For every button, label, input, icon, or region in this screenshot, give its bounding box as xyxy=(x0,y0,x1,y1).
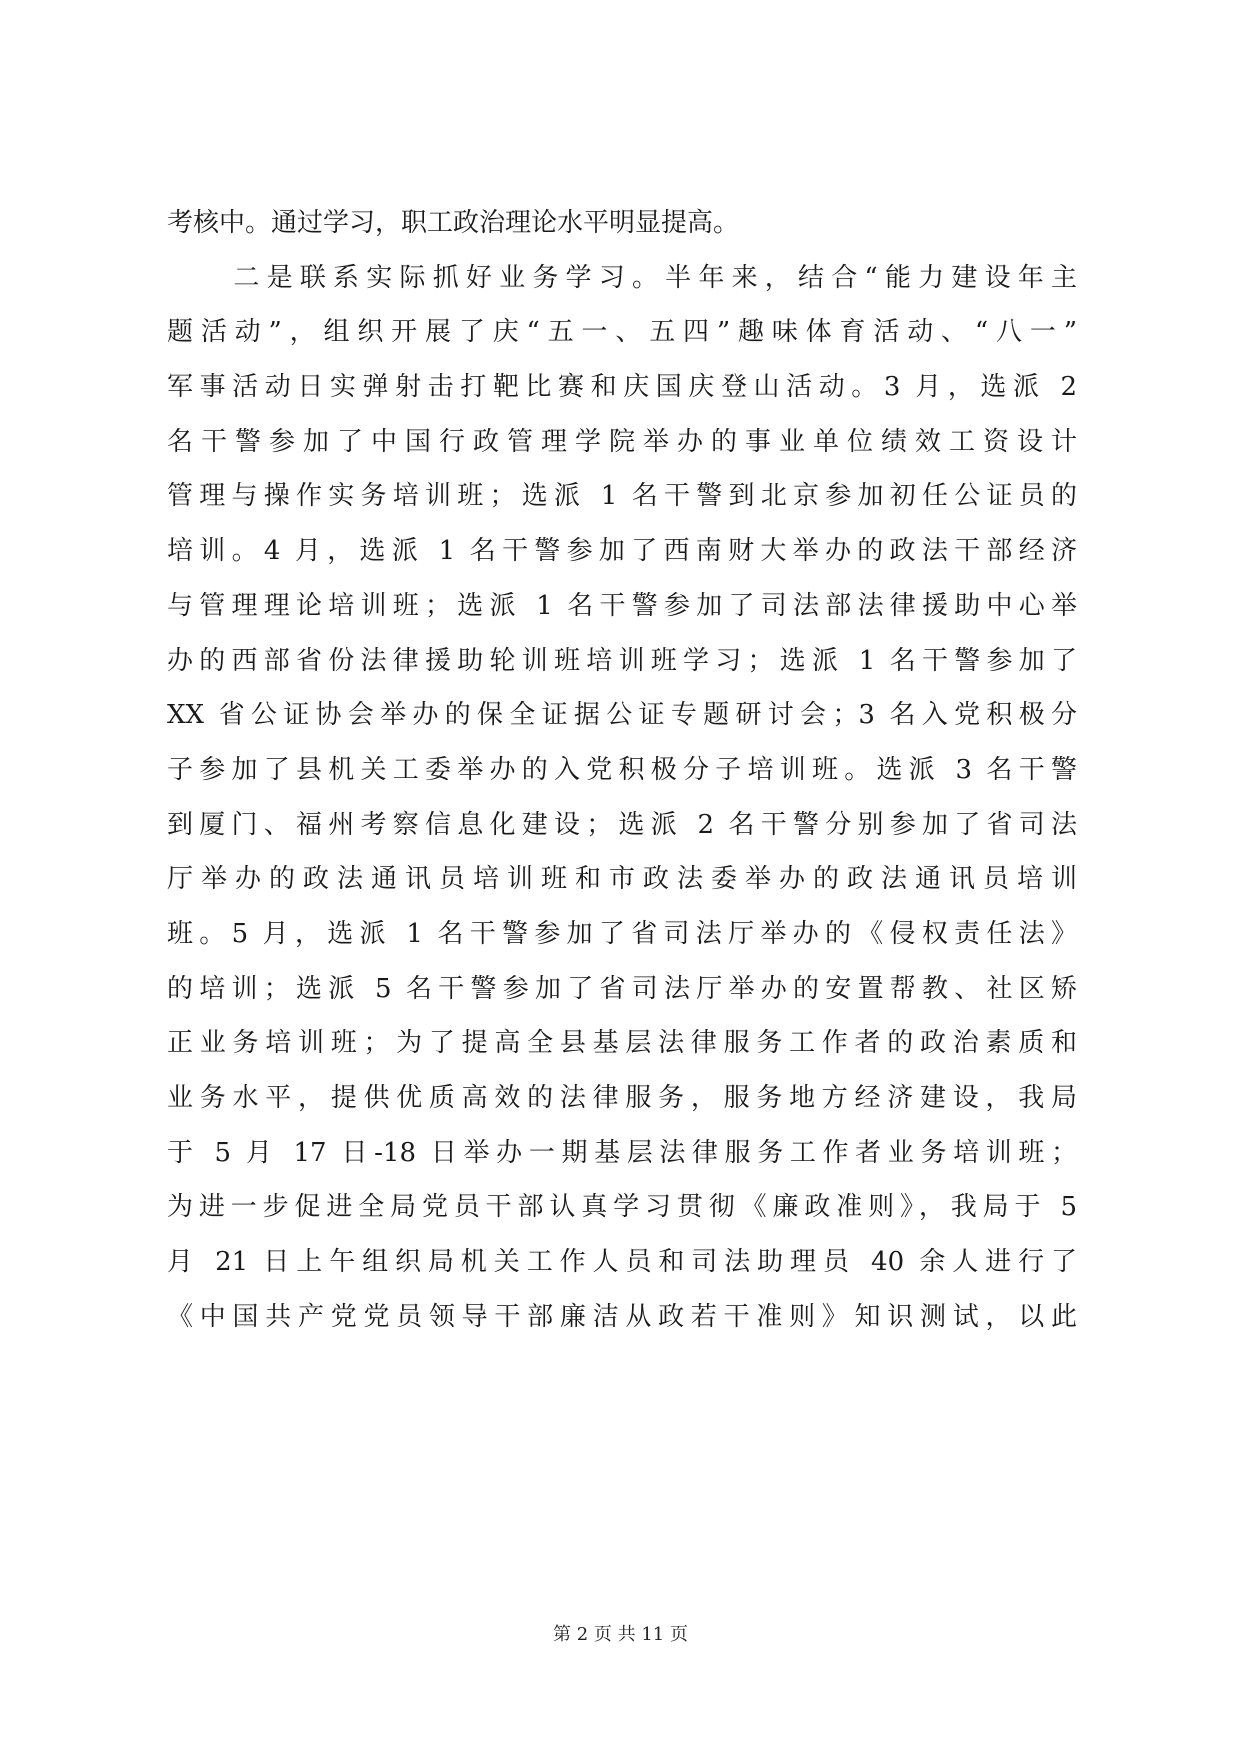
text-line: 子参加了县机关工委举办的入党积极分子培训班。选派 3 名干警 xyxy=(167,754,1077,785)
text-line: 管理与操作实务培训班；选派 1 名干警到北京参加初任公证员的 xyxy=(167,481,1077,512)
text-line: 于 5 月 17 日-18 日举办一期基层法律服务工作者业务培训班； xyxy=(167,1137,1077,1168)
text-line: 办的西部省份法律援助轮训班培训班学习；选派 1 名干警参加了 xyxy=(167,645,1077,676)
text-line: 二是联系实际抓好业务学习。半年来，结合“能力建设年主 xyxy=(167,262,1077,293)
document-body xyxy=(167,196,1077,1344)
text-line: 名干警参加了中国行政管理学院举办的事业单位绩效工资设计 xyxy=(167,426,1077,457)
text-line: 正业务培训班；为了提高全县基层法律服务工作者的政治素质和 xyxy=(167,1028,1077,1059)
text-line: 军事活动日实弹射击打靶比赛和庆国庆登山活动。3 月，选派 2 xyxy=(167,372,1077,403)
text-line: 题活动”，组织开展了庆“五一、五四”趣味体育活动、“八一” xyxy=(167,317,1077,348)
page-number-footer: 第 2 页 共 11 页 xyxy=(553,1624,688,1645)
text-line: 到厦门、福州考察信息化建设；选派 2 名干警分别参加了省司法 xyxy=(167,809,1077,840)
text-line: 业务水平，提供优质高效的法律服务，服务地方经济建设，我局 xyxy=(167,1083,1077,1113)
text-line: 《中国共产党党员领导干部廉洁从政若干准则》知识测试，以此 xyxy=(167,1301,1077,1332)
text-line: 的培训；选派 5 名干警参加了省司法厅举办的安置帮教、社区矫 xyxy=(167,973,1077,1004)
text-line: 培训。4 月，选派 1 名干警参加了西南财大举办的政法干部经济 xyxy=(167,536,1077,567)
text-line: 厅举办的政法通讯员培训班和市政法委举办的政法通讯员培训 xyxy=(167,864,1077,895)
text-line: 与管理理论培训班；选派 1 名干警参加了司法部法律援助中心举 xyxy=(167,590,1077,621)
text-line: 班。5 月，选派 1 名干警参加了省司法厅举办的《侵权责任法》 xyxy=(167,918,1077,949)
text-line: 月 21 日上午组织局机关工作人员和司法助理员 40 余人进行了 xyxy=(167,1247,1077,1278)
text-line: 为进一步促进全局党员干部认真学习贯彻《廉政准则》，我局于 5 xyxy=(167,1192,1077,1223)
text-line: XX 省公证协会举办的保全证据公证专题研讨会；3 名入党积极分 xyxy=(167,700,1077,731)
text-line: 考核中。通过学习，职工政治理论水平明显提高。 xyxy=(167,208,740,238)
